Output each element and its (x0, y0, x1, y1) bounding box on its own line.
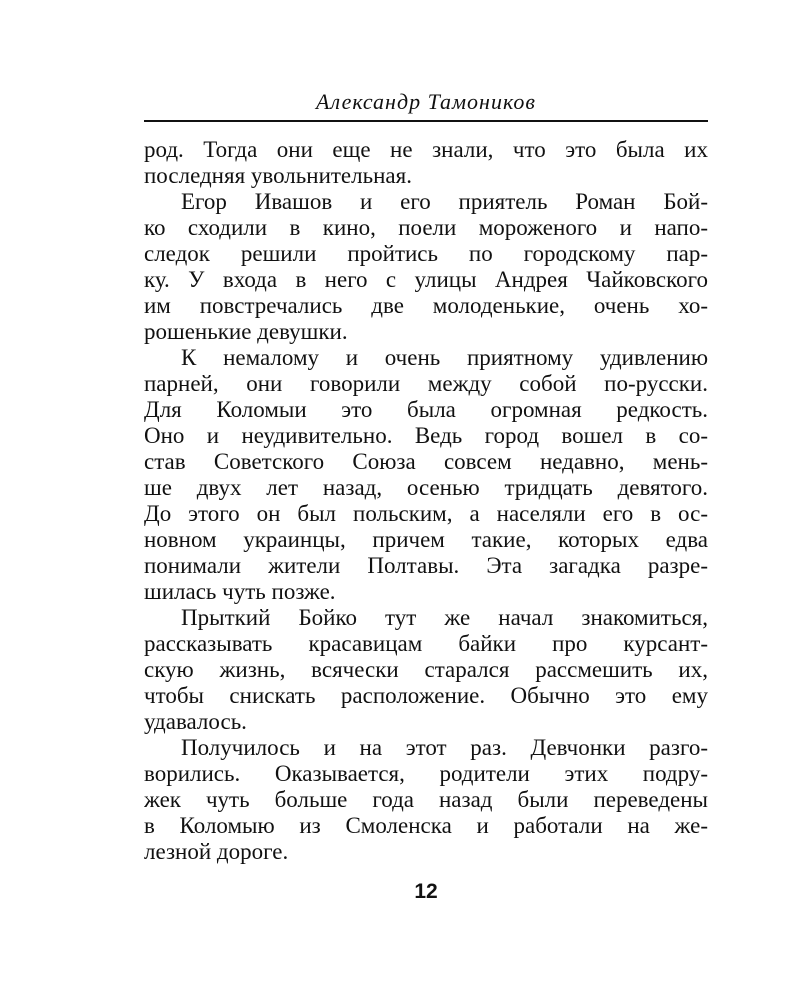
text-line: Оно и неудивительно. Ведь город вошел в со- (144, 423, 708, 448)
text-line: скую жизнь, всячески старался рассмешить их, (144, 657, 708, 682)
text-line: чтобы снискать расположение. Обычно это ему (144, 683, 708, 708)
text-line: парней, они говорили между собой по-русски. (144, 371, 708, 396)
text-line: Получилось и на этот раз. Девчонки разго- (181, 735, 708, 760)
paragraph (144, 345, 708, 605)
text-line: жек чуть больше года назад были переведены (144, 787, 708, 812)
text-line: шилась чуть позже. (144, 579, 336, 604)
text-line: Прыткий Бойко тут же начал знакомиться, (181, 605, 708, 630)
text-line: ше двух лет назад, осенью тридцать девятого. (144, 475, 708, 500)
text-line: понимали жители Полтавы. Эта загадка разре- (144, 553, 708, 578)
text-line: следок решили пройтись по городскому пар- (144, 241, 708, 266)
text-line: ку. У входа в него с улицы Андрея Чайковского (144, 267, 708, 292)
text-line: удавалось. (144, 709, 247, 734)
text-line: став Советского Союза совсем недавно, мень- (144, 449, 708, 474)
paragraph (144, 735, 708, 865)
text-line: рассказывать красавицам байки про курсант- (144, 631, 708, 656)
text-line: Для Коломыи это была огромная редкость. (144, 397, 708, 422)
text-line: ко сходили в кино, поели мороженого и напо- (144, 215, 708, 240)
text-line: им повстречались две молоденькие, очень хо- (144, 293, 708, 318)
text-line: последняя увольнительная. (144, 163, 412, 188)
text-line: Егор Ивашов и его приятель Роман Бой- (181, 189, 708, 214)
paragraph (144, 189, 708, 345)
text-line: род. Тогда они еще не знали, что это была их (144, 137, 708, 162)
text-line: К немалому и очень приятному удивлению (181, 345, 708, 370)
text-line: рошенькие девушки. (144, 319, 348, 344)
page-number: 12 (414, 880, 438, 903)
header-rule (144, 120, 708, 122)
text-line: в Коломыю из Смоленска и работали на же- (144, 813, 708, 838)
text-line: новном украинцы, причем такие, которых едва (144, 527, 708, 552)
paragraph (144, 137, 708, 189)
text-line: лезной дороге. (144, 839, 289, 864)
paragraph (144, 605, 708, 735)
text-line: До этого он был польским, а населяли его в ос- (144, 501, 708, 526)
text-line: ворились. Оказывается, родители этих подру- (144, 761, 708, 786)
body-text (144, 137, 708, 865)
running-head-author: Александр Тамоников (316, 89, 536, 114)
